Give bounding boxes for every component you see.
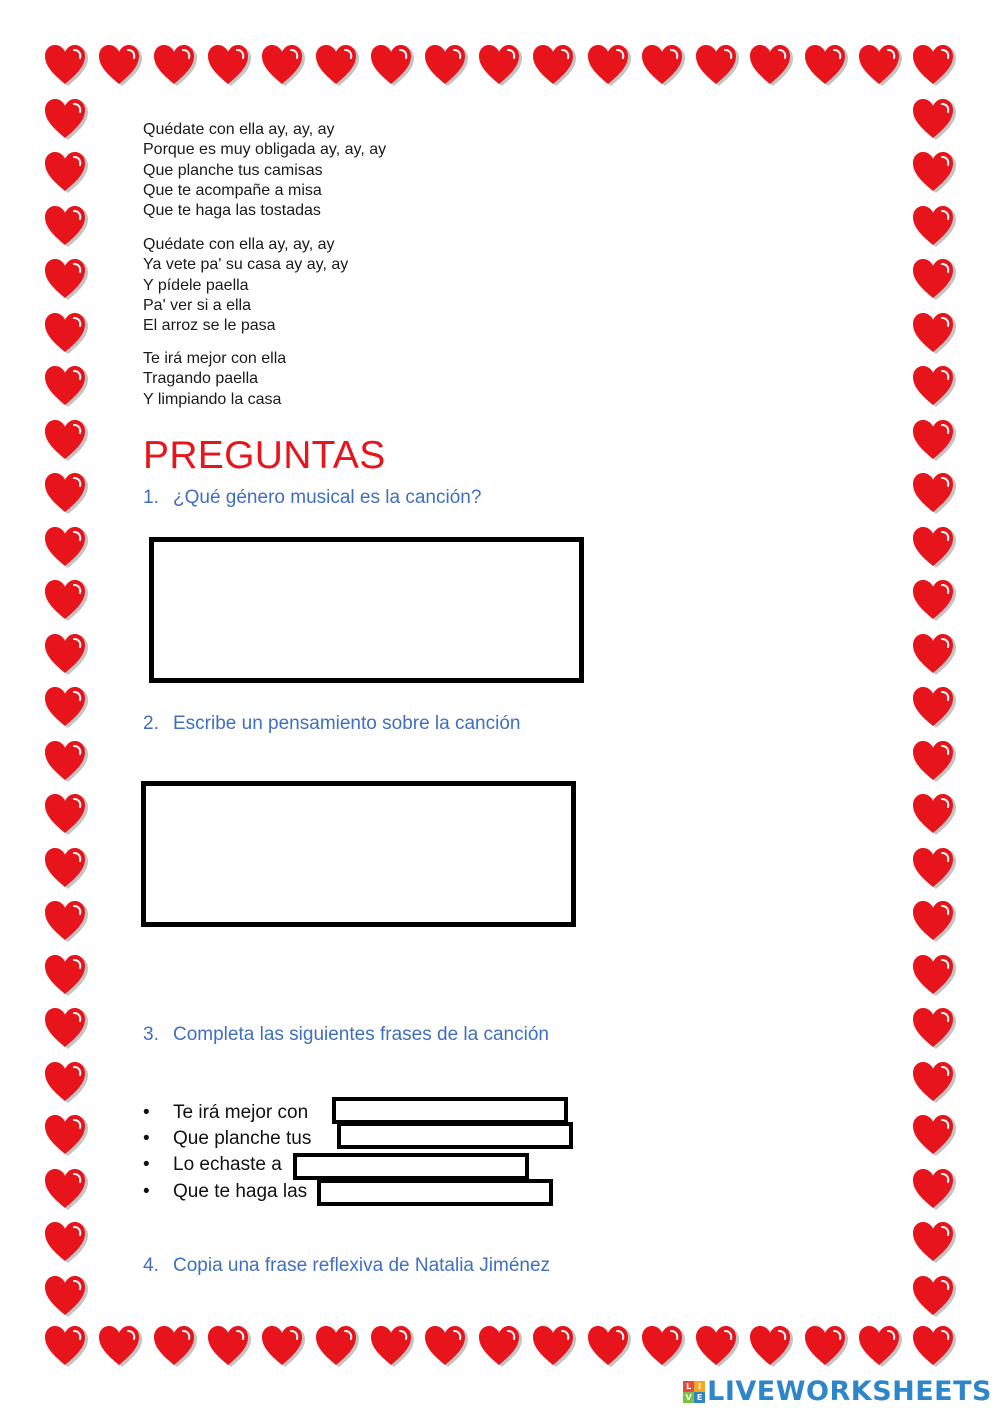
heart-icon (44, 205, 88, 249)
heart-icon (44, 419, 88, 463)
lyric-line: Que te acompañe a misa (143, 181, 322, 199)
heart-icon (912, 1221, 956, 1265)
heart-icon (315, 44, 359, 88)
lyrics-stanza-3 (143, 349, 286, 410)
heart-icon (153, 1325, 197, 1369)
heart-icon (370, 44, 414, 88)
heart-icon (153, 44, 197, 88)
heart-icon (44, 740, 88, 784)
lyric-line: Que planche tus camisas (143, 161, 323, 179)
heart-icon (912, 633, 956, 677)
heart-icon (587, 1325, 631, 1369)
lyric-line: Ya vete pa' su casa ay ay, ay (143, 256, 349, 274)
heart-icon (695, 1325, 739, 1369)
heart-icon (749, 44, 793, 88)
lyric-line: Y pídele paella (143, 276, 249, 294)
heart-icon (912, 900, 956, 944)
heart-icon (912, 954, 956, 998)
heart-icon (912, 205, 956, 249)
heart-icon (370, 1325, 414, 1369)
heart-icon (44, 44, 88, 88)
lyric-line: Y limpiando la casa (143, 390, 282, 408)
lyric-line: Tragando paella (143, 370, 259, 388)
fill-in-input-2[interactable] (337, 1122, 573, 1149)
heart-icon (912, 1061, 956, 1105)
heart-icon (912, 579, 956, 623)
heart-icon (44, 954, 88, 998)
heart-icon (912, 365, 956, 409)
heart-icon (44, 312, 88, 356)
heart-icon (44, 1114, 88, 1158)
heart-icon (912, 258, 956, 302)
heart-icon (44, 98, 88, 142)
heart-icon (98, 44, 142, 88)
heart-icon (44, 258, 88, 302)
brand-logo-letter: V (683, 1392, 694, 1403)
heart-icon (912, 1007, 956, 1051)
brand-logo-letter: L (683, 1381, 694, 1392)
fill-in-item (143, 1154, 282, 1176)
heart-icon (912, 686, 956, 730)
heart-icon (478, 1325, 522, 1369)
heart-icon (98, 1325, 142, 1369)
heart-icon (44, 365, 88, 409)
question-1 (143, 487, 481, 509)
section-title: PREGUNTAS (143, 434, 386, 477)
fill-in-prompt: Que te haga las (173, 1181, 308, 1202)
heart-icon (912, 1168, 956, 1212)
heart-icon (912, 151, 956, 195)
fill-in-input-1[interactable] (332, 1097, 568, 1124)
fill-in-input-4[interactable] (317, 1179, 553, 1206)
question-text: Completa las siguientes frases de la canción (173, 1024, 549, 1045)
heart-icon (44, 686, 88, 730)
answer-box-thought[interactable] (141, 781, 576, 927)
heart-icon (44, 633, 88, 677)
heart-icon (912, 740, 956, 784)
heart-icon (912, 98, 956, 142)
heart-icon (44, 793, 88, 837)
heart-icon (44, 1061, 88, 1105)
heart-icon (44, 472, 88, 516)
lyric-line: Quédate con ella ay, ay, ay (143, 121, 335, 138)
bullet: • (143, 1102, 150, 1123)
heart-icon (261, 44, 305, 88)
fill-in-prompt: Que planche tus (173, 1128, 312, 1149)
heart-icon (532, 1325, 576, 1369)
lyrics-stanza-1 (143, 120, 386, 221)
bullet: • (143, 1181, 150, 1202)
heart-icon (44, 847, 88, 891)
heart-icon (912, 793, 956, 837)
heart-icon (912, 44, 956, 88)
heart-icon (641, 1325, 685, 1369)
heart-icon (44, 151, 88, 195)
heart-icon (858, 44, 902, 88)
fill-in-prompt: Lo echaste a (173, 1154, 282, 1175)
heart-icon (424, 1325, 468, 1369)
heart-icon (315, 1325, 359, 1369)
heart-icon (749, 1325, 793, 1369)
fill-in-item (143, 1128, 311, 1150)
brand-logo-icon (683, 1381, 705, 1403)
heart-icon (44, 900, 88, 944)
heart-icon (858, 1325, 902, 1369)
heart-icon (912, 847, 956, 891)
heart-icon (44, 1221, 88, 1265)
heart-icon (695, 44, 739, 88)
lyric-line: Que te haga las tostadas (143, 202, 321, 220)
heart-icon (44, 579, 88, 623)
heart-icon (44, 1325, 88, 1369)
heart-icon (44, 1275, 88, 1319)
question-text: Copia una frase reflexiva de Natalia Jiménez (173, 1255, 551, 1276)
bullet: • (143, 1154, 150, 1175)
heart-icon (912, 1114, 956, 1158)
question-4 (143, 1255, 550, 1277)
heart-icon (912, 1275, 956, 1319)
heart-icon (912, 419, 956, 463)
lyric-line: El arroz se le pasa (143, 317, 276, 335)
question-number: 4. (143, 1255, 159, 1276)
heart-icon (804, 1325, 848, 1369)
lyric-line: Pa' ver si a ella (143, 296, 251, 314)
heart-icon (478, 44, 522, 88)
answer-box-genre[interactable] (149, 537, 584, 683)
question-number: 1. (143, 487, 159, 508)
fill-in-prompt: Te irá mejor con (173, 1102, 309, 1123)
liveworksheets-brand[interactable] (683, 1376, 992, 1407)
lyric-line: Te irá mejor con ella (143, 350, 287, 367)
brand-logo-letter: I (694, 1381, 705, 1392)
heart-icon (424, 44, 468, 88)
question-text: ¿Qué género musical es la canción? (173, 487, 482, 508)
heart-icon (912, 312, 956, 356)
bullet: • (143, 1128, 150, 1149)
heart-icon (44, 1168, 88, 1212)
heart-icon (641, 44, 685, 88)
heart-icon (261, 1325, 305, 1369)
fill-in-item (143, 1181, 307, 1203)
fill-in-item (143, 1102, 308, 1124)
question-3 (143, 1024, 549, 1046)
brand-name: LIVEWORKSHEETS (707, 1376, 992, 1407)
heart-icon (532, 44, 576, 88)
heart-icon (912, 526, 956, 570)
lyrics-stanza-2 (143, 235, 348, 336)
heart-icon (44, 1007, 88, 1051)
question-2 (143, 713, 520, 735)
heart-icon (587, 44, 631, 88)
brand-logo-letter: E (694, 1392, 705, 1403)
lyric-line: Quédate con ella ay, ay, ay (143, 236, 335, 253)
question-number: 3. (143, 1024, 159, 1045)
heart-icon (804, 44, 848, 88)
question-number: 2. (143, 713, 159, 734)
question-text: Escribe un pensamiento sobre la canción (173, 713, 521, 734)
heart-icon (44, 526, 88, 570)
heart-icon (207, 1325, 251, 1369)
heart-icon (207, 44, 251, 88)
fill-in-input-3[interactable] (293, 1153, 529, 1180)
lyric-line: Porque es muy obligada ay, ay, ay (143, 141, 387, 159)
heart-icon (912, 472, 956, 516)
heart-icon (912, 1325, 956, 1369)
